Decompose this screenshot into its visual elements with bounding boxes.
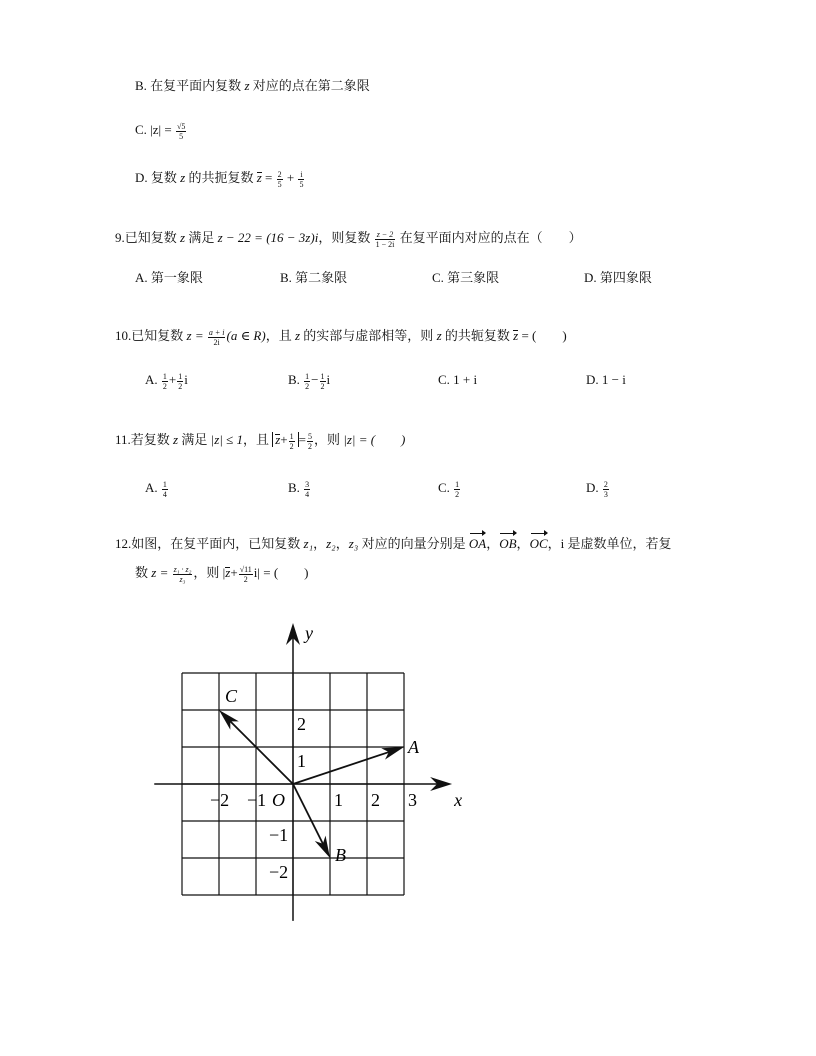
question-11-option-a[interactable]: A. $\frac{1}{4}$ xyxy=(145,479,167,499)
option-c-prev: C. |z| = $\frac{√5}{5}$ xyxy=(135,121,186,141)
x-axis-label: x xyxy=(454,790,463,810)
x-tick-label: 2 xyxy=(371,790,380,810)
question-10-stem: 10.已知复数 z = $\frac{a + i}{2i}$ (a ∈ R)，且 z 的实部与虚部相等，则 z 的共轭复数 z = ( ) xyxy=(115,327,567,347)
y-tick-label: 1 xyxy=(297,751,306,771)
question-9-option-a[interactable]: A. 第一象限 xyxy=(135,270,203,285)
option-b-prev: B. 在复平面内复数 z 对应的点在第二象限 xyxy=(135,78,370,93)
point-label-C: C xyxy=(225,686,238,706)
point-label-A: A xyxy=(408,737,419,757)
vector-B-arrowhead-icon xyxy=(315,836,330,858)
question-10-option-d[interactable]: D. 1 − i xyxy=(586,372,626,387)
question-12-stem-line1: 12.如图，在复平面内，已知复数 z₁，z₂，z₃ 对应的向量分别是 OA，OB，OC，i 是虚数单位，若复 xyxy=(115,534,672,554)
question-9-option-b[interactable]: B. 第二象限 xyxy=(280,270,348,285)
x-tick-label: 3 xyxy=(408,790,417,810)
vector-A xyxy=(293,751,393,784)
question-9-option-d[interactable]: D. 第四象限 xyxy=(584,270,652,285)
question-11-option-c[interactable]: C. $\frac{1}{2}$ xyxy=(438,479,460,499)
y-tick-label: −2 xyxy=(269,862,289,882)
x-tick-label: 1 xyxy=(334,790,343,810)
y-axis-label: y xyxy=(305,623,313,644)
y-tick-label: −1 xyxy=(269,825,289,845)
point-label-B: B xyxy=(335,845,346,865)
vector-B xyxy=(293,784,325,847)
question-9-option-c[interactable]: C. 第三象限 xyxy=(432,270,500,285)
vector-C xyxy=(227,718,293,784)
x-tick-label: −2 xyxy=(210,790,230,810)
y-tick-label: 2 xyxy=(297,714,306,734)
option-d-prev: D. 复数 z 的共扼复数 z = $\frac{2}{5}$ + $\frac{i}{5}$ xyxy=(135,169,304,189)
question-10-option-b[interactable]: B. $\frac{1}{2}$ − $\frac{1}{2}$ i xyxy=(288,371,331,391)
origin-label: O xyxy=(272,790,285,810)
x-tick-label: −1 xyxy=(247,790,267,810)
question-11-option-b[interactable]: B. $\frac{3}{4}$ xyxy=(288,479,310,499)
fraction: $\frac{√5}{5}$ xyxy=(176,121,186,141)
question-11-stem: 11.若复数 z 满足 |z| ≤ 1，且 z+ $\frac{1}{2}$ = $\frac{5}{2}$ ，则 |z| = ( ) xyxy=(115,431,406,451)
question-10-option-c[interactable]: C. 1 + i xyxy=(438,372,478,387)
question-10-option-a[interactable]: A. $\frac{1}{2}$ + $\frac{1}{2}$ i xyxy=(145,371,188,391)
question-11-option-d[interactable]: D. $\frac{2}{3}$ xyxy=(586,479,608,499)
question-12-stem-line2: 数 z = $\frac{\text{z₁ · z₂}}{\text{z₃}}$ ，则 |z+ $\frac{√11}{2}$ i| = ( ) xyxy=(135,564,309,584)
question-9-stem: 9.已知复数 z 满足 z − 22 = (16 − 3z)i，则复数 $\frac{z - 2}{1 - 2i}$ 在复平面内对应的点在（ ） xyxy=(115,229,582,249)
